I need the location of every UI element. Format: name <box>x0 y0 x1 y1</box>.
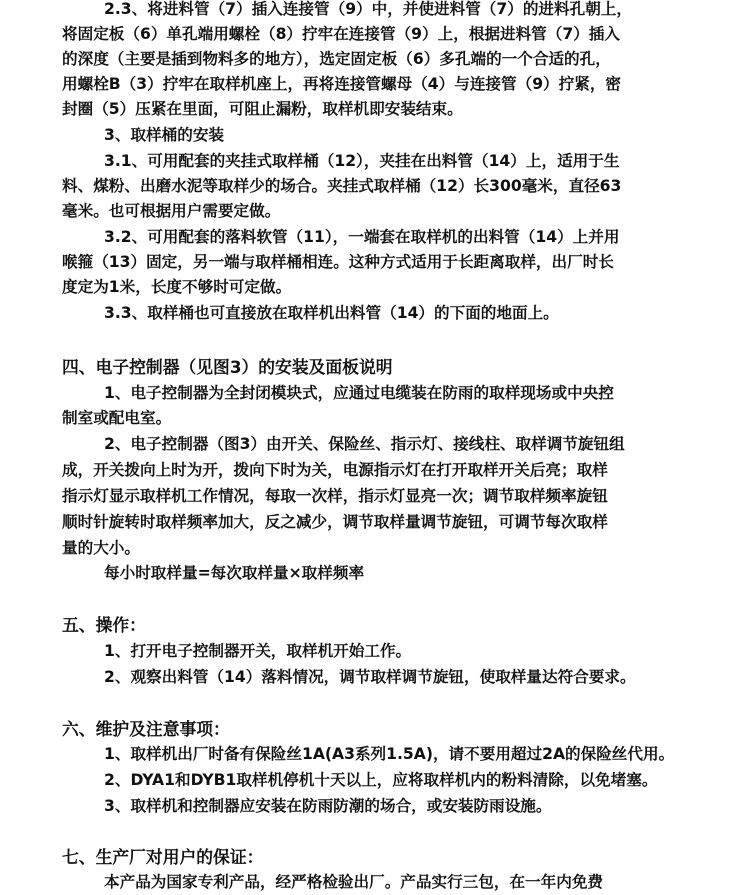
sub-heading-sampling-bucket: 3、取样桶的安装 <box>104 126 225 144</box>
paragraph-2-3-line: 2.3、将进料管（7）插入连接管（9）中，并使进料管（7）的进料孔朝上， <box>104 0 632 18</box>
paragraph-3-2-line: 3.2、可用配套的落料软管（11），一端套在取样机的出料管（14）上并用 <box>104 228 620 246</box>
section-4-p2-line: 顺时针旋转时取样频率加大，反之减少，调节取样量调节旋钮，可调节每次取样 <box>62 513 608 531</box>
section-6-item: 3、取样机和控制器应安装在防雨防潮的场合，或安装防雨设施。 <box>104 797 552 815</box>
section-7-heading: 七、生产厂对用户的保证： <box>62 847 264 867</box>
paragraph-2-3-line: 封圈（5）压紧在里面，可阻止漏粉，取样机即安装结束。 <box>62 100 463 118</box>
section-4-p2-line: 2、电子控制器（图3）由开关、保险丝、指示灯、接线柱、取样调节旋钮组 <box>104 435 625 453</box>
section-6-item: 2、DYA1和DYB1取样机停机十天以上，应将取样机内的粉料清除，以免堵塞。 <box>104 771 658 789</box>
paragraph-2-3-line: 的深度（主要是插到物料多的地方），选定固定板（6）多孔端的一个合适的孔， <box>62 50 611 68</box>
paragraph-2-3-line: 将固定板（6）单孔端用螺栓（8）拧牢在连接管（9）上，根据进料管（7）插入 <box>62 25 620 43</box>
section-4-p2-line: 成，开关拨向上时为开，拨向下时为关，电源指示灯在打开取样开关后亮；取样 <box>62 461 608 479</box>
section-4-heading: 四、电子控制器（见图3）的安装及面板说明 <box>62 357 393 377</box>
paragraph-3-1-line: 3.1、可用配套的夹挂式取样桶（12），夹挂在出料管（14）上，适用于生 <box>104 152 620 170</box>
paragraph-3-3: 3.3、取样桶也可直接放在取样机出料管（14）的下面的地面上。 <box>104 304 559 322</box>
paragraph-3-2-line: 度定为1米，长度不够时可定做。 <box>62 278 292 296</box>
section-6-item: 1、取样机出厂时备有保险丝1A(A3系列1.5A)，请不要用超过2A的保险丝代用。 <box>104 745 675 763</box>
paragraph-3-1-line: 料、煤粉、出磨水泥等取样少的场合。夹挂式取样桶（12）长300毫米，直径63 <box>62 177 622 195</box>
section-4-p1-line: 1、电子控制器为全封闭模块式，应通过电缆装在防雨的取样现场或中央控 <box>104 384 614 402</box>
paragraph-3-1-line: 毫米。也可根据用户需要定做。 <box>62 202 281 220</box>
section-5-item: 2、观察出料管（14）落料情况，调节取样调节旋钮，使取样量达符合要求。 <box>104 668 636 686</box>
paragraph-2-3-line: 用螺栓B（3）拧牢在取样机座上，再将连接管螺母（4）与连接管（9）拧紧，密 <box>62 75 622 93</box>
sampling-formula: 每小时取样量=每次取样量×取样频率 <box>104 564 365 582</box>
section-4-p2-line: 指示灯显示取样机工作情况，每取一次样，指示灯显亮一次；调节取样频率旋钮 <box>62 487 608 505</box>
section-7-p1-line: 本产品为国家专利产品，经严格检验出厂。产品实行三包，在一年内免费 <box>104 873 604 891</box>
section-4-p1-line: 制室或配电室。 <box>62 409 172 427</box>
section-5-heading: 五、操作： <box>62 615 146 635</box>
section-5-item: 1、打开电子控制器开关，取样机开始工作。 <box>104 642 412 660</box>
section-6-heading: 六、维护及注意事项： <box>62 719 230 739</box>
section-4-p2-line: 量的大小。 <box>62 539 140 557</box>
paragraph-3-2-line: 喉箍（13）固定，另一端与取样桶相连。这种方式适用于长距离取样，出厂时长 <box>62 253 614 271</box>
